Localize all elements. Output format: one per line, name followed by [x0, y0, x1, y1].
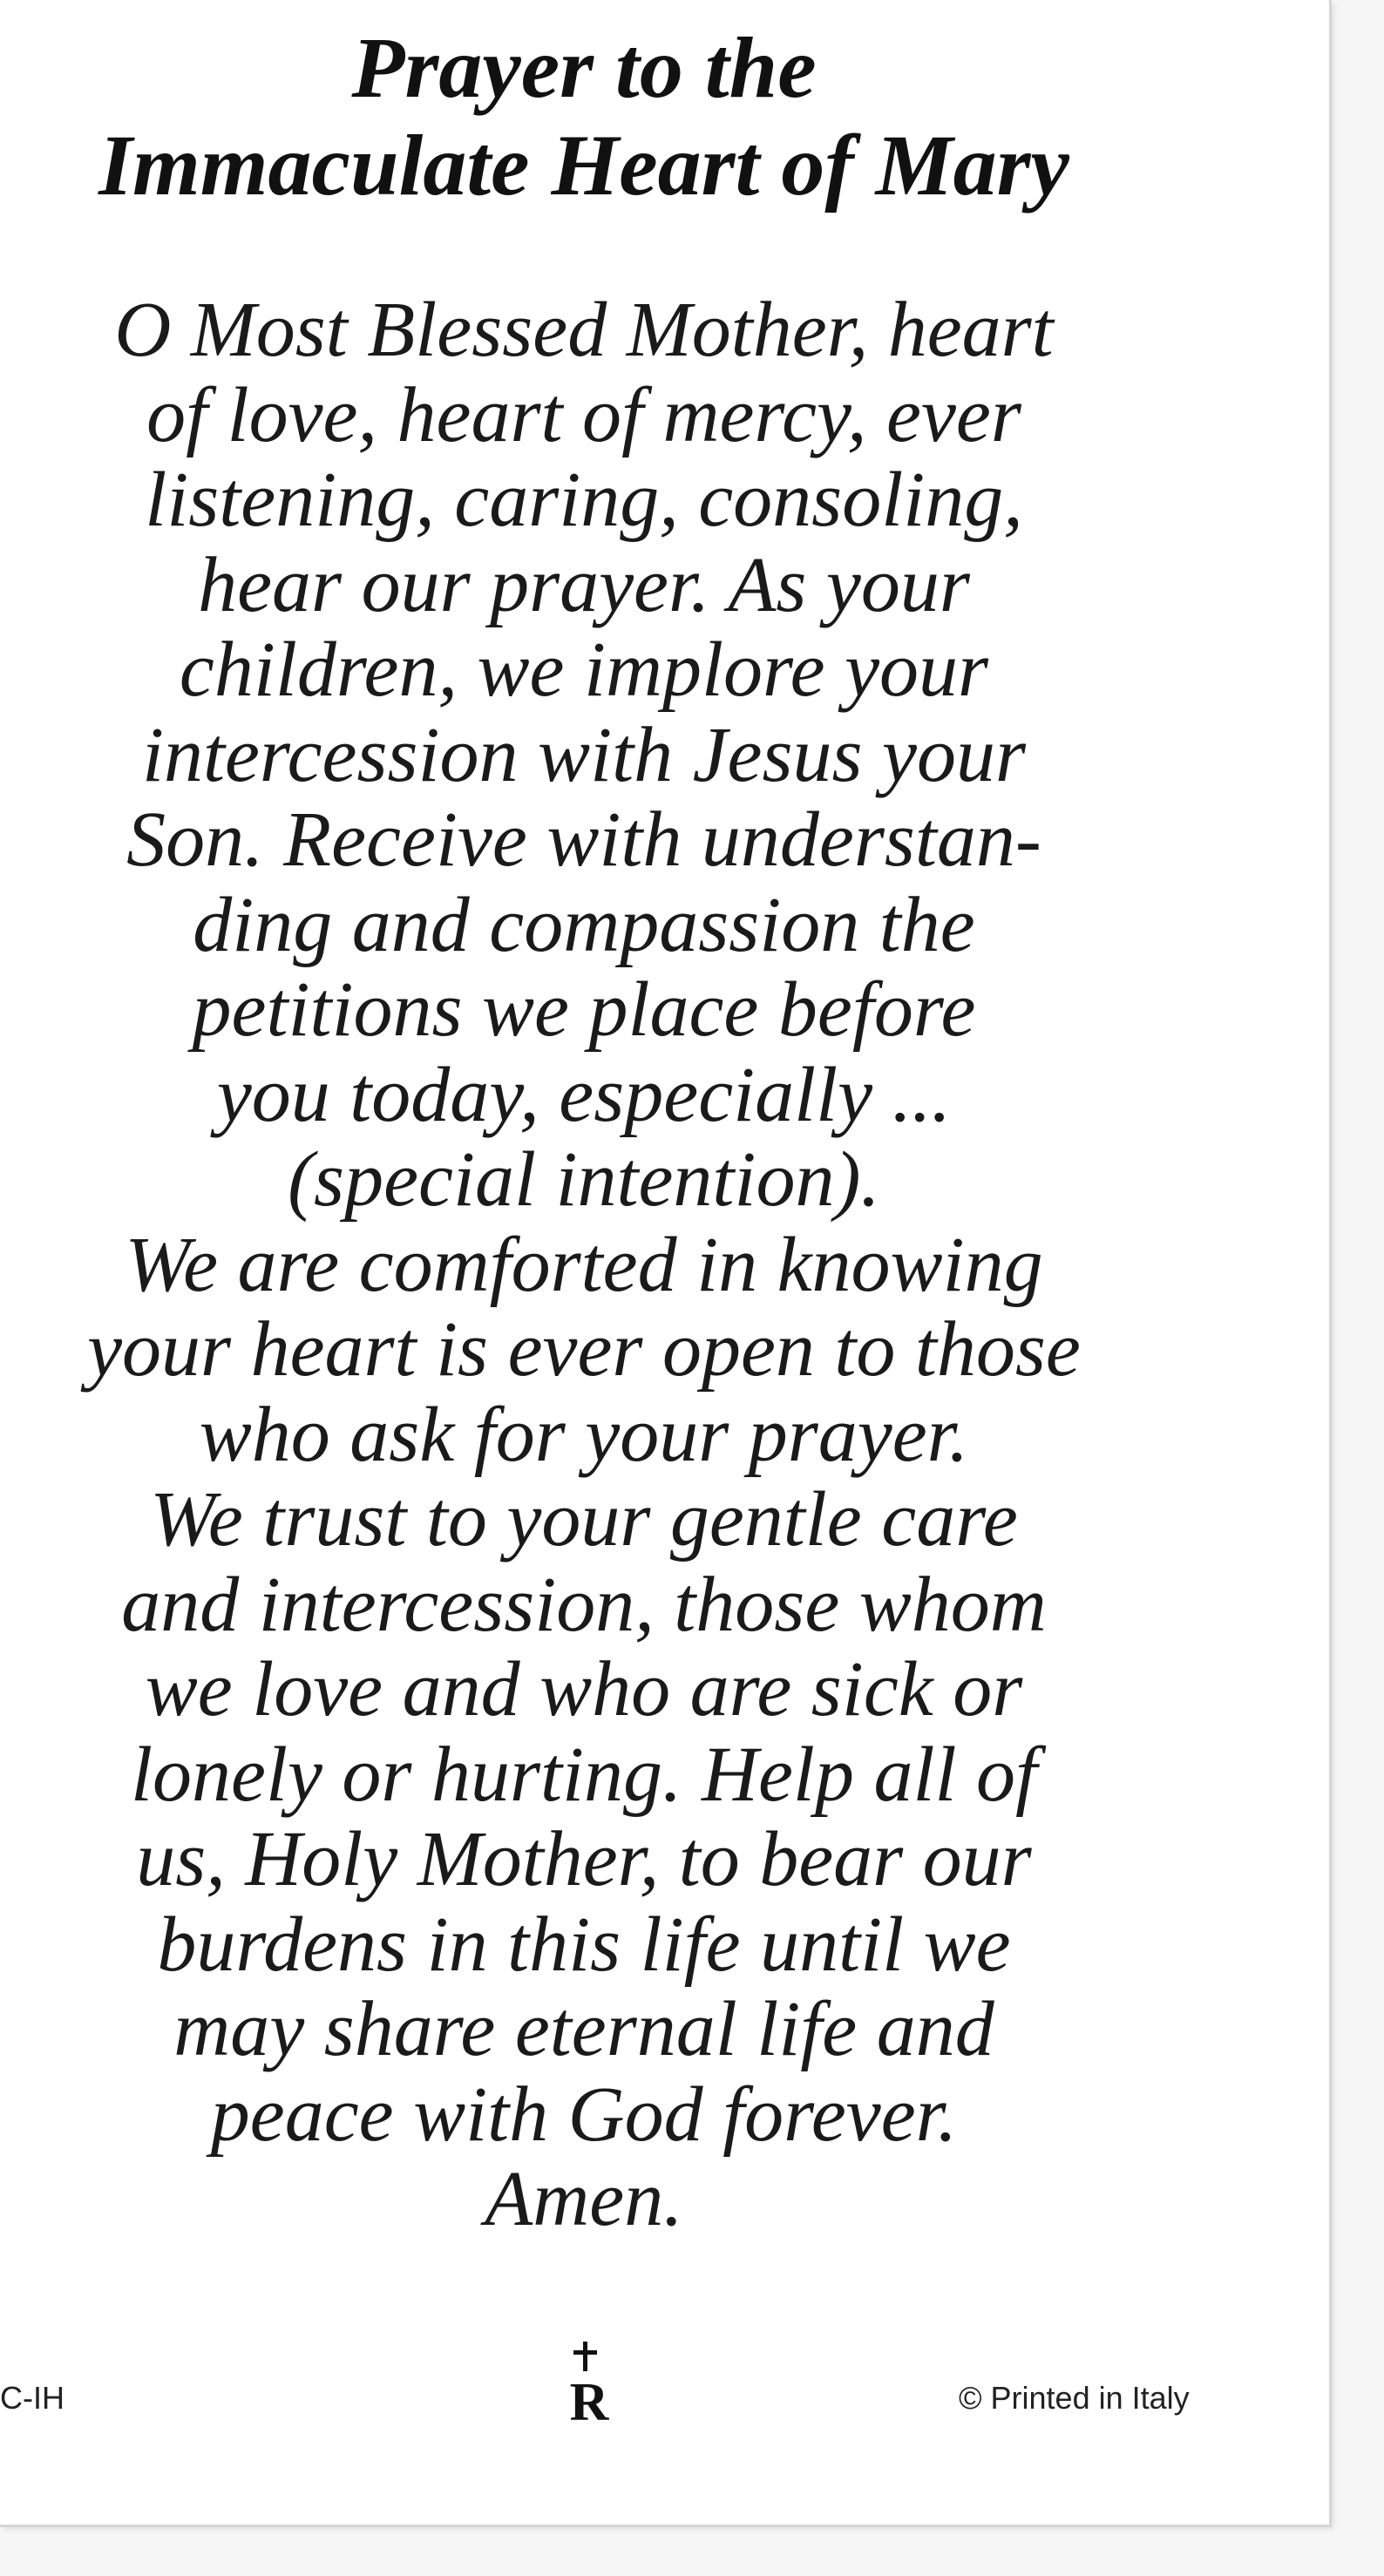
prayer-line: ding and compassion the [193, 881, 975, 968]
prayer-line: listening, caring, consoling, [145, 457, 1023, 543]
prayer-line: petitions we place before [192, 966, 976, 1053]
prayer-title [0, 19, 1168, 214]
prayer-line: O Most Blessed Mother, heart [114, 287, 1054, 373]
prayer-line: peace with God forever. [210, 2071, 958, 2158]
logo-monogram: R [569, 2373, 609, 2427]
prayer-line: who ask for your prayer. [199, 1391, 969, 1478]
prayer-line: and intercession, those whom [121, 1561, 1047, 1648]
prayer-line: your heart is ever open to those [87, 1306, 1081, 1393]
prayer-line: lonely or hurting. Help all of [131, 1731, 1037, 1818]
prayer-line: We are comforted in knowing [125, 1221, 1043, 1308]
prayer-line: we love and who are sick or [145, 1646, 1023, 1732]
prayer-line: We trust to your gentle care [150, 1476, 1018, 1563]
prayer-line: Son. Receive with understan- [126, 797, 1041, 883]
prayer-line: (special intention). [288, 1136, 880, 1223]
prayer-text [0, 288, 1168, 2242]
copyright-notice: © Printed in Italy [959, 2380, 1190, 2416]
prayer-line: burdens in this life until we [157, 1901, 1011, 1988]
prayer-line: Amen. [485, 2156, 683, 2242]
prayer-line: hear our prayer. As your [198, 541, 970, 628]
prayer-line: children, we implore your [179, 627, 989, 713]
cross-r-monogram-icon [554, 2340, 624, 2427]
prayer-line: of love, heart of mercy, ever [146, 371, 1021, 458]
prayer-line: intercession with Jesus your [141, 711, 1027, 798]
product-code: C-IH [0, 2380, 64, 2416]
prayer-line: you today, especially ... [216, 1051, 952, 1138]
title-line-2: Immaculate Heart of Mary [98, 117, 1069, 214]
prayer-line: us, Holy Mother, to bear our [136, 1816, 1032, 1902]
title-line-1: Prayer to the [351, 19, 817, 116]
prayer-line: may share eternal life and [173, 1986, 994, 2072]
